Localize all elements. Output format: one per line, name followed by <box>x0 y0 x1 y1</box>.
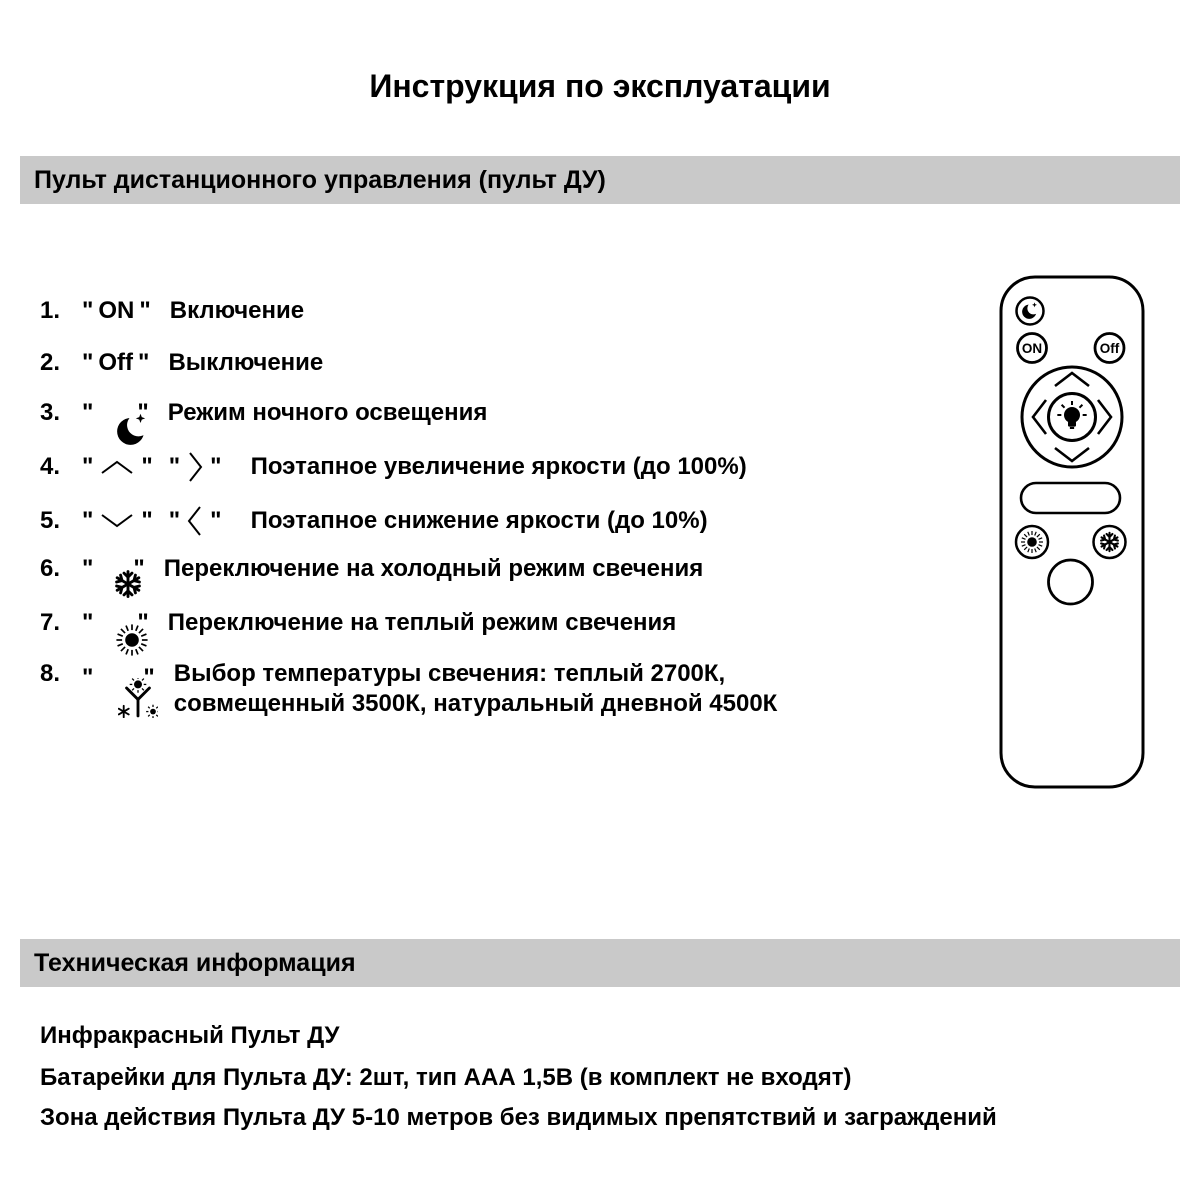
close-quote: " <box>138 349 150 376</box>
item-number: 3. <box>40 399 61 426</box>
item-label: Выключение <box>168 349 324 376</box>
quoted-symbol <box>77 506 158 536</box>
list-item-brightness-up <box>40 449 747 485</box>
quoted-symbol <box>77 348 154 378</box>
remote-on-button <box>1018 334 1047 363</box>
open-quote: " <box>82 349 94 376</box>
close-quote: " <box>141 507 153 534</box>
remote-round-button <box>1049 560 1093 604</box>
open-quote: " <box>82 555 94 582</box>
remote-cold-mode-button <box>1094 526 1126 558</box>
quoted-symbol <box>164 449 227 485</box>
item-label: Переключение на холодный режим свечения <box>163 555 704 582</box>
open-quote: " <box>82 399 94 426</box>
list-item-warm-mode <box>40 606 676 640</box>
list-item-night-mode <box>40 396 487 430</box>
tech-line-range: Зона действия Пульта ДУ 5-10 метров без видимых препятствий и заграждений <box>40 1104 997 1131</box>
remote-off-button <box>1095 334 1124 363</box>
remote-warm-mode-button <box>1016 526 1048 558</box>
remote-night-mode-button <box>1017 298 1044 325</box>
item-label: Включение <box>169 297 305 324</box>
open-quote: " <box>168 507 181 534</box>
remote-brightness-pad <box>1022 367 1122 467</box>
quoted-symbol <box>77 452 158 482</box>
remote-off-label: Off <box>1099 341 1120 356</box>
section-header-tech-label: Техническая информация <box>34 948 356 977</box>
item-label: Поэтапное увеличение яркости (до 100%) <box>250 453 747 480</box>
chevron-left-icon <box>185 503 205 539</box>
list-item-color-temperature <box>40 659 777 719</box>
list-item-cold-mode <box>40 554 703 584</box>
list-item-off <box>40 348 323 378</box>
quoted-symbol <box>77 296 156 326</box>
item-label-block <box>174 659 778 719</box>
close-quote: " <box>133 555 145 582</box>
moon-night-mode-icon <box>98 396 132 430</box>
quoted-symbol <box>77 663 160 693</box>
quoted-symbol <box>164 503 227 539</box>
section-header-remote-label: Пульт дистанционного управления (пульт ДУ) <box>34 165 606 194</box>
color-temperature-select-icon <box>98 658 138 698</box>
item-number: 8. <box>40 660 61 687</box>
open-quote: " <box>82 609 94 636</box>
remote-on-label: ON <box>1021 341 1043 356</box>
open-quote: " <box>168 453 181 480</box>
list-item-brightness-down <box>40 503 708 539</box>
open-quote: " <box>82 507 94 534</box>
remote-control-illustration <box>999 275 1145 789</box>
close-quote: " <box>210 453 222 480</box>
item-number: 6. <box>40 555 61 582</box>
chevron-down-icon <box>98 511 136 531</box>
quoted-symbol <box>77 396 154 430</box>
item-label: Поэтапное снижение яркости (до 10%) <box>250 507 708 534</box>
item-label: Режим ночного освещения <box>167 399 488 426</box>
item-number: 5. <box>40 507 61 534</box>
chevron-up-icon <box>98 457 136 477</box>
quoted-symbol <box>77 554 150 584</box>
item-label-line2: совмещенный 3500К, натуральный дневной 4500К <box>173 690 778 717</box>
list-item-on <box>40 296 304 326</box>
section-header-remote <box>20 156 1180 204</box>
tech-line-ir-remote: Инфракрасный Пульт ДУ <box>40 1022 340 1049</box>
open-quote: " <box>82 297 94 324</box>
section-header-tech <box>20 939 1180 987</box>
close-quote: " <box>137 399 149 426</box>
chevron-right-icon <box>185 449 205 485</box>
item-number: 4. <box>40 453 61 480</box>
item-number: 2. <box>40 349 61 376</box>
item-number: 7. <box>40 609 61 636</box>
on-symbol: ON <box>98 297 135 324</box>
close-quote: " <box>210 507 222 534</box>
page-title: Инструкция по эксплуатации <box>369 68 831 104</box>
close-quote: " <box>143 664 155 691</box>
sun-warm-mode-icon <box>98 606 132 640</box>
open-quote: " <box>82 453 94 480</box>
quoted-symbol <box>77 606 154 640</box>
close-quote: " <box>141 453 153 480</box>
close-quote: " <box>139 297 151 324</box>
snowflake-cold-mode-icon <box>98 554 128 584</box>
item-label-line1: Выбор температуры свечения: теплый 2700К, <box>173 660 726 687</box>
tech-line-batteries: Батарейки для Пульта ДУ: 2шт, тип ААА 1,5В (в комплект не входят) <box>40 1064 852 1091</box>
open-quote: " <box>82 664 94 691</box>
item-number: 1. <box>40 297 61 324</box>
item-label: Переключение на теплый режим свечения <box>167 609 677 636</box>
off-symbol: Off <box>98 349 134 376</box>
sun-warm-mode-icon <box>1021 531 1043 553</box>
close-quote: " <box>137 609 149 636</box>
remote-pill-button <box>1021 483 1120 513</box>
